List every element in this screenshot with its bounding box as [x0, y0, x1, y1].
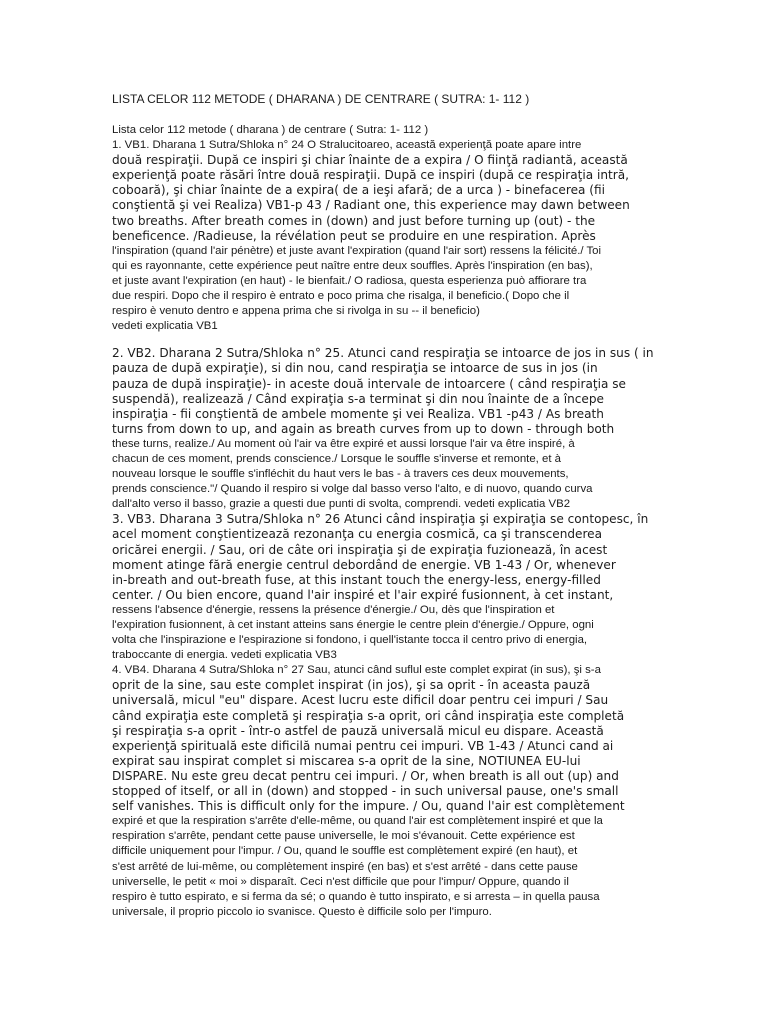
- text-line: oprit de la sine, sau este complet inspirat (in jos), şi sa oprit - în aceasta pauză: [112, 678, 591, 693]
- text-line: self vanishes. This is difficult only for the impure. / Ou, quand l'air est complètement: [112, 799, 625, 814]
- text-line: prends conscience."/ Quando il respiro si volge dal basso verso l'alto, e di nuovo, quando curva: [112, 483, 593, 496]
- text-line: când expiraţia este completă şi respiraţia s-a oprit, ori când inspiraţia este completă: [112, 708, 625, 723]
- text-line: traboccante di energia. vedeti explicatia VB3: [112, 649, 337, 662]
- text-line: beneficence. /Radieuse, la révélation peut se produire en une respiration. Après: [112, 228, 596, 243]
- text-line: volta che l'inspirazione e l'espirazione si fondono, i quell'istante tocca il centro privo di energia,: [112, 634, 588, 647]
- text-line: two breaths. After breath comes in (down) and just before turning up (out) - the: [112, 213, 596, 228]
- text-line: pauza de după inspiraţie)- in aceste două intervale de intoarcere ( când respiraţia se: [112, 376, 626, 391]
- text-line: chacun de ces moment, prends conscience./ Lorsque le souffle s'inverse et remonte, et à: [112, 452, 561, 465]
- text-line: 3. VB3. Dharana 3 Sutra/Shloka n° 26 Atunci când inspiraţia şi expiraţia se contopesc, în: [112, 512, 649, 527]
- text-line: 4. VB4. Dharana 4 Sutra/Shloka n° 27 Sau, atunci când suflul este complet expirat (in sus), şi s-a: [112, 664, 601, 677]
- text-line: 1. VB1. Dharana 1 Sutra/Shloka n° 24 O Stralucitoareo, această experienţă poate apare intre: [112, 139, 582, 152]
- text-line: experienţă poate răsări între două respiraţii. După ce inspiri (după ce respiraţia intră,: [112, 168, 630, 183]
- text-line: nouveau lorsque le souffle s'infléchit du haut vers le bas - à travers ces deux mouvements,: [112, 468, 569, 481]
- text-line: respiro è venuto dentro e appena prima che si rivolga in su -- il beneficio): [112, 305, 480, 318]
- text-line: coboară), şi chiar înainte de a expira( de a ieşi afară; de a urca ) - binefacerea (fii: [112, 183, 605, 198]
- text-line: DISPARE. Nu este greu decat pentru cei impuri. / Or, when breath is all out (up) and: [112, 768, 619, 783]
- text-line: stopped of itself, or all in (down) and stopped - in such universal pause, one's small: [112, 784, 619, 799]
- text-line: expiré et que la respiration s'arrête d'elle-même, ou quand l'air est complètement inspiré et que la: [112, 815, 603, 828]
- document-title: LISTA CELOR 112 METODE ( DHARANA ) DE CENTRARE ( SUTRA: 1- 112 ): [112, 92, 530, 106]
- text-line: suspendă), realizează / Când expiraţia s-a terminat şi din nou înainte de a începe: [112, 391, 604, 406]
- text-line: acel moment conştientizează rezonanţa cu energia cosmică, ca şi transcenderea: [112, 527, 603, 542]
- text-line: vedeti explicatia VB1: [112, 320, 218, 333]
- text-line: due respiri. Dopo che il respiro è entrato e poco prima che risalga, il beneficio.( Dopo che il: [112, 290, 570, 303]
- text-line: respiro è tutto espirato, e si ferma da sé; o quando è tutto inspirato, e si arresta – in quella pausa: [112, 890, 600, 903]
- text-line: et juste avant l'expiration (en haut) - le bienfait./ O radiosa, questa esperienza può affiorare tra: [112, 274, 587, 287]
- text-line: pauza de după expiraţie), si din nou, cand respiraţia se intoarce de sus in jos (in: [112, 361, 598, 376]
- text-line: universale, il proprio piccolo io svanisce. Questo è difficile solo per l'impuro.: [112, 905, 492, 918]
- text-line: universelle, le petit « moi » disparaît. Ceci n'est difficile que pour l'impur/ Oppure, quando il: [112, 875, 569, 888]
- document-body: [112, 123, 654, 920]
- text-line: conştientă şi vei Realiza) VB1-p 43 / Radiant one, this experience may dawn between: [112, 198, 630, 213]
- text-line: difficile uniquement pour l'impur. / Ou, quand le souffle est complètement expiré (en haut), et: [112, 845, 578, 858]
- text-line: oricărei energii. / Sau, ori de câte ori inspiraţia şi de expiraţia fuzionează, în acest: [112, 542, 608, 557]
- text-line: dall'alto verso il basso, grazie a questi due punti di svolta, comprendi. vedeti explicatia VB2: [112, 498, 571, 511]
- text-line: s'est arrêté de lui-même, ou complètement inspiré (en bas) et s'est arrêté - dans cette pause: [112, 860, 578, 873]
- paragraph-gap: [112, 334, 654, 346]
- text-line: moment atinge fără energie centrul debordând de energie. VB 1-43 / Or, whenever: [112, 557, 616, 572]
- text-line: expirat sau inspirat complet si miscarea s-a oprit de la sine, NOTIUNEA EU-lui: [112, 753, 581, 768]
- text-line: două respiraţii. După ce inspiri şi chiar înainte de a expira / O fiinţă radiantă, această: [112, 153, 628, 168]
- text-line: 2. VB2. Dharana 2 Sutra/Shloka n° 25. Atunci cand respiraţia se intoarce de jos in sus ( in: [112, 346, 654, 361]
- text-line: universală, micul "eu" dispare. Acest lucru este dificil doar pentru cei impuri / Sau: [112, 693, 609, 708]
- text-line: ressens l'absence d'énergie, ressens la présence d'énergie./ Ou, dès que l'inspiration et: [112, 603, 555, 616]
- text-line: in-breath and out-breath fuse, at this instant touch the energy-less, energy-filled: [112, 572, 601, 587]
- text-line: qui es rayonnante, cette expérience peut naître entre deux souffles. Après l'inspiration (en bas),: [112, 259, 593, 272]
- text-line: center. / Ou bien encore, quand l'air inspiré et l'air expiré fusionnent, à cet instant,: [112, 587, 614, 602]
- document-page: [112, 84, 654, 920]
- text-line: turns from down to up, and again as breath curves from up to down - through both: [112, 421, 615, 436]
- text-line: these turns, realize./ Au moment où l'air va être expiré et aussi lorsque l'air va être inspiré, à: [112, 437, 575, 450]
- text-line: l'expiration fusionnent, à cet instant atteins sans énergie le centre plein d'énergie./ Oppure, ogni: [112, 619, 594, 631]
- text-line: l'inspiration (quand l'air pénètre) et juste avant l'expiration (quand l'air sort) ressens la félicité./ Toi: [112, 244, 602, 257]
- text-line: inspiraţia - fii conştientă de ambele momente şi vei Realiza. VB1 -p43 / As breath: [112, 406, 604, 421]
- text-line: respiration s'arrête, pendant cette pause universelle, le moi s'évanouit. Cette expérience est: [112, 830, 575, 843]
- text-line: Lista celor 112 metode ( dharana ) de centrare ( Sutra: 1- 112 ): [112, 124, 429, 136]
- text-line: experienţă spirituală este dificilă numai pentru cei impuri. VB 1-43 / Atunci cand ai: [112, 738, 614, 753]
- text-line: şi respiraţia s-a oprit - într-o astfel de pauză universală micul eu dispare. Această: [112, 723, 604, 738]
